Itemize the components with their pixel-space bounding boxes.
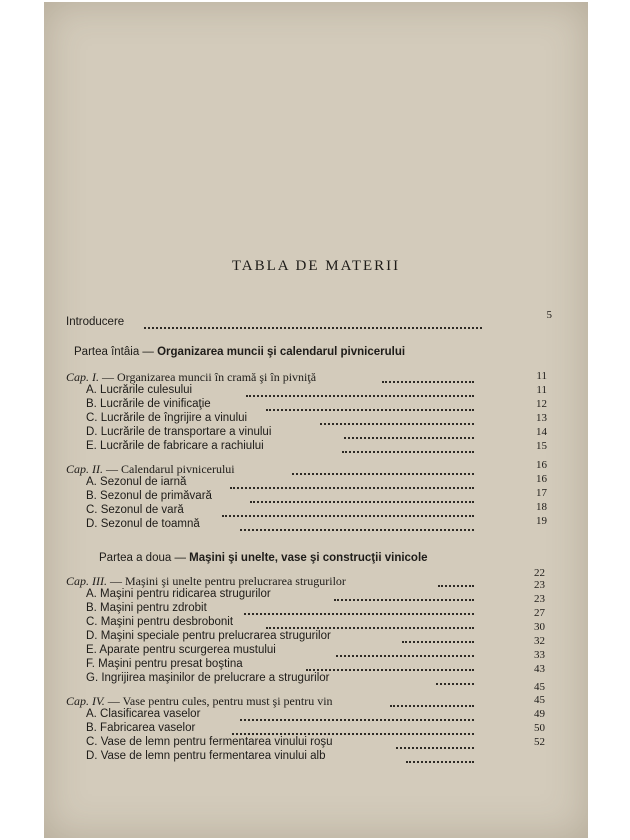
dot-leader [222,515,474,517]
chapter-2-heading [66,463,235,475]
dot-leader [334,599,474,601]
toc-entry: A. Clasificarea vaselor [86,708,201,720]
toc-entry: C. Vase de lemn pentru fermentarea vinului roşu [86,736,333,748]
chapter-4-page-number: 45 [534,681,545,693]
toc-entry: D. Lucrările de transportare a vinului [86,426,272,438]
chapter-1-page-number: 11 [536,370,547,382]
dot-leader [336,655,474,657]
dot-leader [320,423,474,425]
intro-label: Introducere [66,316,125,328]
toc-entry-page: 32 [534,635,545,647]
chapter-3-label: Cap. III. [66,574,107,588]
dot-leader [306,669,474,671]
toc-entry: C. Sezonul de vară [86,504,184,516]
dot-leader [382,381,474,383]
dot-leader [390,705,474,707]
dot-leader [292,473,474,475]
dot-leader [402,641,474,643]
toc-entry-page: 23 [534,593,545,605]
dot-leader [266,627,474,629]
toc-entry: E. Aparate pentru scurgerea mustului [86,644,276,656]
chapter-4-heading [66,695,333,707]
dot-leader [344,437,474,439]
dot-leader [266,409,474,411]
toc-entry-page: 12 [536,398,547,410]
dot-leader [406,761,474,763]
toc-entry: F. Maşini pentru presat boştina [86,658,243,670]
toc-entry-page: 14 [536,426,547,438]
dot-leader [144,327,482,329]
toc-entry: D. Vase de lemn pentru fermentarea vinului alb [86,750,326,762]
toc-entry-page: 18 [536,501,547,513]
toc-entry-page: 30 [534,621,545,633]
toc-entry: D. Sezonul de toamnă [86,518,200,530]
dot-leader [436,683,474,685]
toc-entry-page: 49 [534,708,545,720]
toc-entry-page: 52 [534,736,545,748]
toc-entry-page: 27 [534,607,545,619]
dot-leader [342,451,474,453]
dot-leader [396,747,474,749]
toc-entry: C. Maşini pentru desbrobonit [86,616,234,628]
toc-entry-page: 50 [534,722,545,734]
part-1-prefix: Partea întâia — [74,346,158,358]
toc-entry-page: 13 [536,412,547,424]
toc-entry: B. Sezonul de primăvară [86,490,212,502]
intro-page-number: 5 [546,309,552,321]
toc-entry: C. Lucrările de îngrijire a vinului [86,412,248,424]
part-2-heading [99,553,428,565]
book-page [44,2,588,838]
toc-entry-page: 45 [534,694,545,706]
chapter-3-title: — Maşini şi unelte pentru prelucrarea strugurilor [110,574,346,588]
toc-entry-page: 16 [536,473,547,485]
dot-leader [240,719,474,721]
toc-entry-page: 15 [536,440,547,452]
toc-entry: B. Maşini pentru zdrobit [86,602,207,614]
toc-entry: E. Lucrările de fabricare a rachiului [86,440,264,452]
toc-entry-page: 19 [536,515,547,527]
dot-leader [230,487,474,489]
toc-entry: A. Lucrările culesului [86,384,193,396]
toc-entry-page: 11 [536,384,547,396]
toc-entry-page: 43 [534,663,545,675]
dot-leader [246,395,474,397]
dot-leader [244,613,474,615]
chapter-2-page-number: 16 [536,459,547,471]
toc-entry: A. Sezonul de iarnă [86,476,187,488]
toc-entry-page: 23 [534,579,545,591]
toc-entry: G. Ingrijirea maşinilor de prelucrare a strugurilor [86,672,330,684]
chapter-1-heading [66,371,316,383]
dot-leader [232,733,474,735]
toc-entry: B. Fabricarea vaselor [86,722,196,734]
toc-entry-page: 17 [536,487,547,499]
chapter-1-title: — Organizarea muncii în cramă şi în pivniţă [102,370,317,384]
chapter-1-label: Cap. I. [66,370,99,384]
dot-leader [240,529,474,531]
chapter-4-label: Cap. IV. [66,694,105,708]
chapter-4-title: — Vase pentru cules, pentru must şi pentru vin [107,694,333,708]
part-1-title: Organizarea muncii şi calendarul pivnicerului [157,346,406,358]
chapter-3-page-number: 22 [534,567,545,579]
dot-leader [250,501,474,503]
part-2-title: Maşini şi unelte, vase şi construcţii vinicole [189,552,428,564]
chapter-3-heading [66,575,346,587]
part-1-heading [74,347,405,359]
chapter-2-title: — Calendarul pivnicerului [106,462,235,476]
dot-leader [438,585,474,587]
part-2-prefix: Partea a doua — [99,552,190,564]
toc-entry: B. Lucrările de vinificaţie [86,398,211,410]
toc-entry: D. Maşini speciale pentru prelucrarea strugurilor [86,630,331,642]
page-title: TABLA DE MATERII [231,258,401,274]
chapter-2-label: Cap. II. [66,462,103,476]
toc-entry: A. Maşini pentru ridicarea strugurilor [86,588,271,600]
toc-entry-page: 33 [534,649,545,661]
